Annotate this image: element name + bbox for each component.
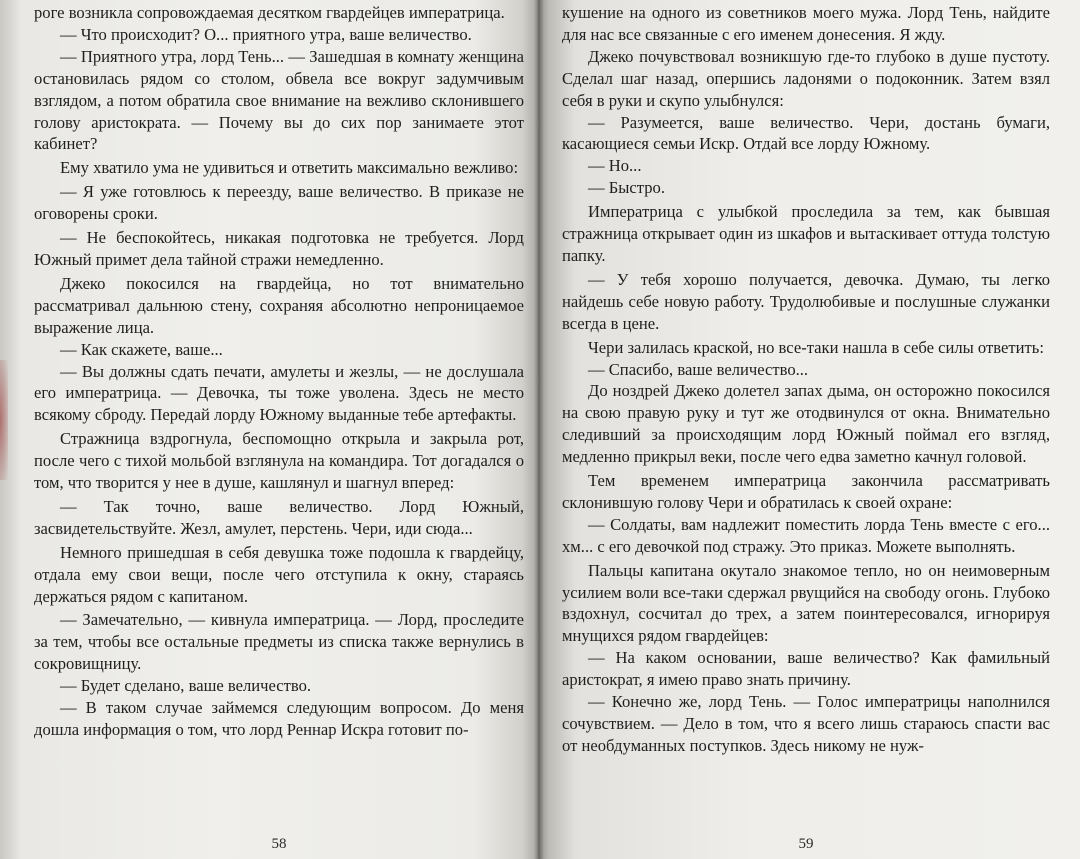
paragraph: Императрица с улыбкой проследила за тем, как бывшая стражница открывает один из шкафов и вытаскивает оттуда толстую папку. [562, 202, 1050, 265]
paragraph: Немного пришедшая в себя девушка тоже подошла к гвардейцу, отдала ему свои вещи, после чего отступила к окну, стараясь держаться рядом с капитаном. [34, 542, 524, 606]
paragraph: Джеко покосился на гвардейца, но тот внимательно рассматривал дальнюю стену, сохраняя абсолютно непроницаемое выражение лица. [34, 273, 524, 337]
left-page [0, 0, 538, 859]
paragraph: Ему хватило ума не удивиться и ответить максимально вежливо: [60, 158, 519, 178]
paragraph: — Так точно, ваше величество. Лорд Южный, засвидетельствуйте. Жезл, амулет, перстень. Чери, иди сюда... [34, 496, 524, 538]
paragraph: Стражница вздрогнула, беспомощно открыла и закрыла рот, после чего с тихой мольбой взглянула на командира. Тот догадался о том, что творится у нее в душе, кашлянул и шагнул вперед: [34, 429, 524, 493]
paragraph: — Я уже готовлюсь к переезду, ваше величество. В приказе не оговорены сроки. [34, 182, 524, 224]
paragraph: Пальцы капитана окутало знакомое тепло, но он неимоверным усилием воли все-таки сдержал рвущийся на свободу огонь. Глубоко вздохнул, сосчитал до трех, а затем поинтересовался, игнорируя мнущихся рядом гвардейцев: [562, 560, 1050, 646]
paragraph: — Что происходит? О... приятного утра, ваше величество. [60, 24, 472, 44]
paragraph: — Быстро. [588, 178, 665, 198]
paragraph: До ноздрей Джеко долетел запах дыма, он осторожно покосился на свою правую руку и тут же отодвинулся от окна. Внимательно следивший за происходящим лорд Южный поймал его взгляд, медленно прикрыл веки, после чего едва заметно качнул головой. [562, 381, 1050, 467]
page-edge-mark [0, 360, 8, 480]
paragraph: — Будет сделано, ваше величество. [60, 676, 312, 696]
paragraph: — Как скажете, ваше... [60, 339, 223, 359]
paragraph: — Спасибо, ваше величество... [588, 359, 809, 379]
right-page [538, 0, 1080, 859]
paragraph: — Вы должны сдать печати, амулеты и жезлы, — не дослушала его императрица. — Девочка, ты тоже уволена. Здесь не место всякому сброду. Передай лорду Южному выданные тебе артефакты. [34, 361, 524, 425]
paragraph: — Не беспокойтесь, никакая подготовка не требуется. Лорд Южный примет дела тайной стражи немедленно. [34, 228, 524, 269]
paragraph: — Но... [588, 156, 642, 176]
paragraph: — Замечательно, — кивнула императрица. — Лорд, проследите за тем, чтобы все остальные предметы из списка также вернулись в сокровищницу. [34, 610, 524, 674]
paragraph: — В таком случае займемся следующим вопросом. До меня дошла информация о том, что лорд Реннар Искра готовит по- [34, 698, 524, 739]
paragraph: — Приятного утра, лорд Тень... — Зашедшая в комнату женщина остановилась рядом со столом, обвела все вокруг задумчивым взглядом, а потом обратила свое внимание на вежливо склонившего голову аристократа. — Почему вы до сих пор занимаете этот кабинет? [34, 46, 524, 154]
page-number: 59 [798, 836, 814, 852]
paragraph: — На каком основании, ваше величество? Как фамильный аристократ, я имею право знать причину. [562, 648, 1050, 690]
left-page-text [34, 2, 524, 741]
paragraph: кушение на одного из советников моего мужа. Лорд Тень, найдите для нас все связанные с его именем донесения. Я жду. [562, 3, 1050, 44]
paragraph: Чери залилась краской, но все-таки нашла в себе силы ответить: [588, 337, 1044, 357]
right-page-text [562, 2, 1050, 757]
paragraph: — У тебя хорошо получается, девочка. Думаю, ты легко найдешь себе новую работу. Трудолюбивые и послушные служанки всегда в цене. [562, 269, 1050, 333]
paragraph: — Конечно же, лорд Тень. — Голос императрицы наполнился сочувствием. — Дело в том, что я всего лишь стараюсь спасти вас от необдуманных поступков. Здесь никому не нуж- [562, 692, 1050, 755]
paragraph: Джеко почувствовал возникшую где-то глубоко в душе пустоту. Сделал шаг назад, опершись ладонями о подоконник. Затем взял себя в руки и скупо улыбнулся: [562, 46, 1050, 110]
paragraph: роге возникла сопровождаемая десятком гвардейцев императрица. [34, 3, 505, 22]
paragraph: — Разумеется, ваше величество. Чери, достань бумаги, касающиеся семьи Искр. Отдай все лорду Южному. [562, 112, 1050, 154]
page-number: 58 [271, 836, 287, 852]
book-spine-shadow [534, 0, 544, 859]
paragraph: Тем временем императрица закончила рассматривать склонившую голову Чери и обратилась к своей охране: [562, 471, 1050, 512]
paragraph: — Солдаты, вам надлежит поместить лорда Тень вместе с его... хм... с его девочкой под стражу. Это приказ. Можете выполнять. [562, 514, 1050, 556]
